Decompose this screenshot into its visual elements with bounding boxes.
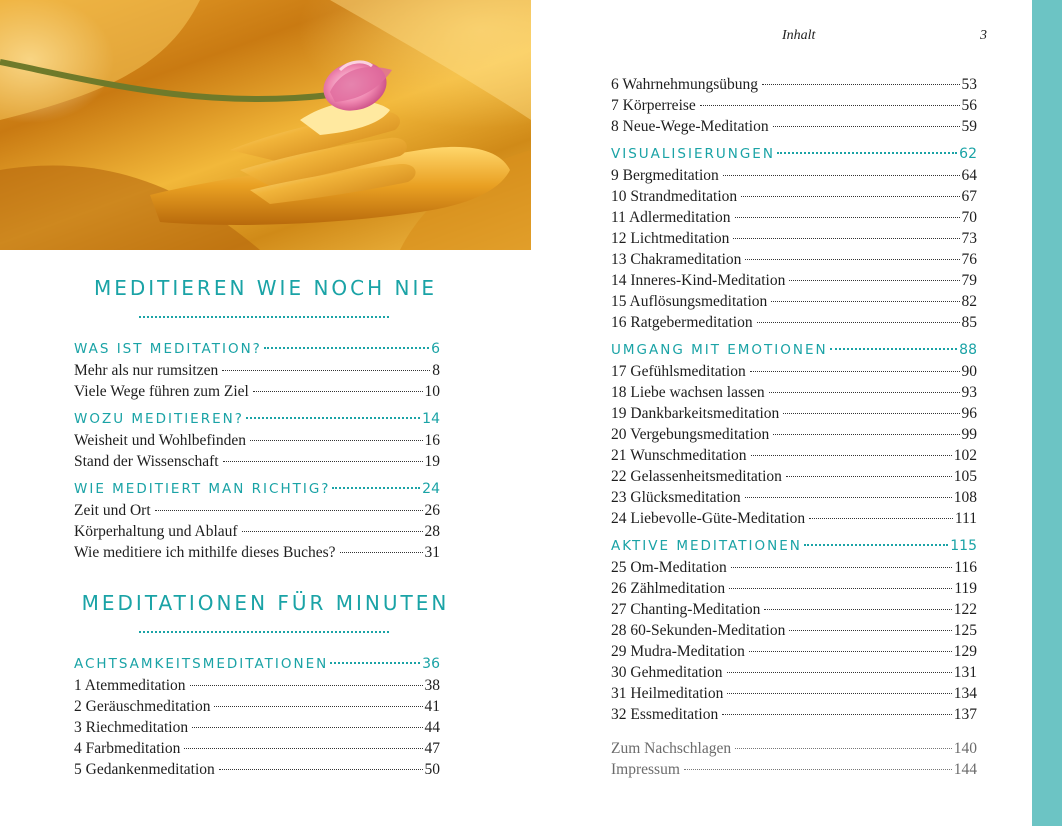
dot-leader xyxy=(246,417,420,419)
dot-leader xyxy=(700,105,960,106)
toc-entry xyxy=(611,291,977,312)
toc-entry-label: WIE MEDITIERT MAN RICHTIG? xyxy=(74,481,331,497)
running-header-title: Inhalt xyxy=(782,28,816,43)
toc-page-number: 90 xyxy=(961,363,977,380)
toc-page-number: 93 xyxy=(961,384,977,401)
dot-leader xyxy=(242,531,423,532)
dot-leader xyxy=(773,434,959,435)
toc-entry xyxy=(611,424,977,445)
toc-page-number: 102 xyxy=(953,447,977,464)
dot-leader xyxy=(786,476,952,477)
toc-entry-label: 4 Farbmeditation xyxy=(74,740,181,757)
buddha-hands-lotus-photo xyxy=(0,0,531,250)
dot-leader xyxy=(735,748,952,749)
toc-entry-label: 32 Essmeditation xyxy=(611,706,719,723)
toc-entry-label: 9 Bergmeditation xyxy=(611,167,719,184)
toc-entry xyxy=(74,675,440,696)
toc-page-number: 115 xyxy=(950,538,977,554)
dot-leader xyxy=(789,280,959,281)
toc-page-number: 76 xyxy=(961,251,977,268)
toc-entry-label: 21 Wunschmeditation xyxy=(611,447,747,464)
toc-entry-label: 15 Auflösungsmeditation xyxy=(611,293,768,310)
toc-page-number: 14 xyxy=(422,411,440,427)
toc-entry xyxy=(611,599,977,620)
toc-entry xyxy=(74,430,440,451)
dot-leader xyxy=(741,196,959,197)
dot-leader xyxy=(789,630,951,631)
dot-leader xyxy=(723,175,960,176)
toc-entry-label: 13 Chakrameditation xyxy=(611,251,742,268)
toc-entry-label: UMGANG MIT EMOTIONEN xyxy=(611,342,828,358)
dot-leader xyxy=(729,588,952,589)
toc-entry-label: Weisheit und Wohlbefinden xyxy=(74,432,246,449)
dot-leader xyxy=(745,259,959,260)
side-color-strip xyxy=(1032,0,1062,826)
dot-leader xyxy=(733,238,959,239)
toc-entry xyxy=(74,738,440,759)
toc-page-number: 19 xyxy=(424,453,440,470)
dot-leader xyxy=(684,769,952,770)
toc-page-number: 111 xyxy=(954,510,977,527)
dot-leader xyxy=(764,609,951,610)
toc-entry-label: 3 Riechmeditation xyxy=(74,719,189,736)
toc-page-number: 47 xyxy=(424,740,440,757)
toc-page-number: 16 xyxy=(424,432,440,449)
toc-section-heading xyxy=(74,654,440,675)
dot-leader xyxy=(769,392,960,393)
toc-page-number: 36 xyxy=(422,656,440,672)
toc-entry xyxy=(611,382,977,403)
dot-leader xyxy=(223,461,423,462)
toc-page-number: 24 xyxy=(422,481,440,497)
toc-page-number: 122 xyxy=(953,601,977,618)
toc-entry xyxy=(74,717,440,738)
toc-page-number: 85 xyxy=(961,314,977,331)
toc-entry-label: 20 Vergebungsmeditation xyxy=(611,426,770,443)
toc-entry-label: 5 Gedankenmeditation xyxy=(74,761,215,778)
toc-entry xyxy=(611,620,977,641)
dot-leader xyxy=(250,440,423,441)
dot-leader xyxy=(253,391,423,392)
toc-page-number: 116 xyxy=(954,559,977,576)
toc-entry-label: Impressum xyxy=(611,761,680,778)
toc-page-number: 82 xyxy=(961,293,977,310)
toc-entry-label: WAS IST MEDITATION? xyxy=(74,341,262,357)
toc-page-number: 140 xyxy=(953,740,977,757)
toc-entry xyxy=(74,500,440,521)
dot-leader xyxy=(222,370,430,371)
toc-entry xyxy=(611,508,977,529)
toc-entry-label: 10 Strandmeditation xyxy=(611,188,738,205)
dot-leader xyxy=(757,322,960,323)
dot-leader xyxy=(192,727,422,728)
dot-leader xyxy=(750,371,960,372)
dot-leader xyxy=(727,672,952,673)
toc-entry xyxy=(611,445,977,466)
toc-entry xyxy=(611,662,977,683)
toc-entry-label: 17 Gefühlsmeditation xyxy=(611,363,746,380)
toc-entry xyxy=(611,759,977,780)
dot-leader xyxy=(735,217,960,218)
toc-entry-label: WOZU MEDITIEREN? xyxy=(74,411,244,427)
toc-section-heading xyxy=(74,409,440,430)
dot-leader xyxy=(219,769,423,770)
toc-page-number: 38 xyxy=(424,677,440,694)
dot-leader xyxy=(214,706,422,707)
toc-entry xyxy=(74,759,440,780)
dot-leader xyxy=(783,413,959,414)
toc-entry-label: 27 Chanting-Meditation xyxy=(611,601,761,618)
section-heading-meditieren-wie-noch-nie: MEDITIEREN WIE NOCH NIE xyxy=(93,276,438,300)
toc-entry-label: Stand der Wissenschaft xyxy=(74,453,219,470)
toc-entry-label: 31 Heilmeditation xyxy=(611,685,724,702)
toc-entry xyxy=(611,116,977,137)
toc-entry-label: 2 Geräuschmeditation xyxy=(74,698,211,715)
toc-page-number: 8 xyxy=(432,362,440,379)
toc-entry-label: Körperhaltung und Ablauf xyxy=(74,523,238,540)
dot-leader xyxy=(190,685,423,686)
toc-entry-label: 14 Inneres-Kind-Meditation xyxy=(611,272,786,289)
toc-entry xyxy=(611,704,977,725)
toc-section-heading xyxy=(74,339,440,360)
toc-entry-label: Wie meditiere ich mithilfe dieses Buches? xyxy=(74,544,336,561)
toc-entry-label: 18 Liebe wachsen lassen xyxy=(611,384,765,401)
toc-entry-label: 23 Glücksmeditation xyxy=(611,489,741,506)
toc-entry xyxy=(611,207,977,228)
heading-dotted-rule xyxy=(139,316,389,318)
toc-entry-label: ACHTSAMKEITSMEDITATIONEN xyxy=(74,656,329,672)
toc-entry xyxy=(611,74,977,95)
dot-leader xyxy=(751,455,952,456)
toc-entry xyxy=(611,557,977,578)
toc-page-number: 131 xyxy=(953,664,977,681)
toc-section-heading xyxy=(611,144,977,165)
toc-entry xyxy=(611,487,977,508)
toc-entry-label: 11 Adlermeditation xyxy=(611,209,731,226)
toc-entry xyxy=(611,249,977,270)
toc-entry xyxy=(611,312,977,333)
toc-entry-label: Zum Nachschlagen xyxy=(611,740,732,757)
toc-entry xyxy=(611,270,977,291)
dot-leader xyxy=(830,348,958,350)
toc-entry-label: 29 Mudra-Meditation xyxy=(611,643,745,660)
toc-page-number: 44 xyxy=(424,719,440,736)
toc-entry-label: Viele Wege führen zum Ziel xyxy=(74,383,249,400)
toc-page-number: 105 xyxy=(953,468,977,485)
toc-page-number: 129 xyxy=(953,643,977,660)
toc-page-number: 64 xyxy=(961,167,977,184)
toc-entry xyxy=(611,683,977,704)
dot-leader xyxy=(762,84,960,85)
toc-entry-label: 6 Wahrnehmungsübung xyxy=(611,76,758,93)
toc-entry-label: 22 Gelassenheitsmeditation xyxy=(611,468,782,485)
toc-entry xyxy=(611,361,977,382)
heading-dotted-rule xyxy=(139,631,389,633)
dot-leader xyxy=(722,714,952,715)
toc-page-number: 6 xyxy=(431,341,440,357)
toc-entry-label: 1 Atemmeditation xyxy=(74,677,186,694)
toc-entry xyxy=(611,186,977,207)
toc-section-heading xyxy=(611,536,977,557)
toc-entry-label: Mehr als nur rumsitzen xyxy=(74,362,219,379)
toc-entry xyxy=(611,403,977,424)
toc-page-number: 53 xyxy=(961,76,977,93)
dot-leader xyxy=(155,510,423,511)
toc-page-number: 125 xyxy=(953,622,977,639)
dot-leader xyxy=(184,748,422,749)
section-heading-meditationen-fuer-minuten: MEDITATIONEN FÜR MINUTEN xyxy=(81,591,450,615)
dot-leader xyxy=(264,347,429,349)
toc-page-number: 56 xyxy=(961,97,977,114)
toc-page-number: 119 xyxy=(954,580,977,597)
dot-leader xyxy=(330,662,420,664)
dot-leader xyxy=(804,544,948,546)
toc-page-number: 50 xyxy=(424,761,440,778)
toc-entry-label: 30 Gehmeditation xyxy=(611,664,723,681)
toc-section-heading xyxy=(74,479,440,500)
toc-page-number: 96 xyxy=(961,405,977,422)
toc-entry-label: 25 Om-Meditation xyxy=(611,559,727,576)
dot-leader xyxy=(340,552,423,553)
page-number: 3 xyxy=(980,28,987,43)
dot-leader xyxy=(809,518,953,519)
toc-entry-label: 16 Ratgebermeditation xyxy=(611,314,753,331)
toc-entry-label: 7 Körperreise xyxy=(611,97,696,114)
toc-entry-label: 26 Zählmeditation xyxy=(611,580,726,597)
toc-entry xyxy=(74,521,440,542)
toc-page-number: 70 xyxy=(961,209,977,226)
toc-page-number: 62 xyxy=(959,146,977,162)
dot-leader xyxy=(777,152,957,154)
toc-page-number: 28 xyxy=(424,523,440,540)
toc-page-number: 144 xyxy=(953,761,977,778)
toc-page-number: 99 xyxy=(961,426,977,443)
toc-page-number: 79 xyxy=(961,272,977,289)
toc-page-number: 41 xyxy=(424,698,440,715)
dot-leader xyxy=(745,497,952,498)
toc-entry-label: 24 Liebevolle-Güte-Meditation xyxy=(611,510,806,527)
toc-entry-label: VISUALISIERUNGEN xyxy=(611,146,775,162)
dot-leader xyxy=(731,567,953,568)
toc-entry-label: 8 Neue-Wege-Meditation xyxy=(611,118,769,135)
toc-entry xyxy=(74,696,440,717)
dot-leader xyxy=(727,693,951,694)
toc-entry xyxy=(74,360,440,381)
toc-entry-label: Zeit und Ort xyxy=(74,502,151,519)
toc-entry xyxy=(74,542,440,563)
toc-entry-label: 12 Lichtmeditation xyxy=(611,230,730,247)
toc-entry xyxy=(611,578,977,599)
toc-page-number: 67 xyxy=(961,188,977,205)
toc-page-number: 31 xyxy=(424,544,440,561)
toc-page-number: 10 xyxy=(424,383,440,400)
dot-leader xyxy=(749,651,952,652)
toc-entry-label: AKTIVE MEDITATIONEN xyxy=(611,538,802,554)
toc-page-number: 137 xyxy=(953,706,977,723)
toc-entry xyxy=(611,95,977,116)
toc-page-number: 108 xyxy=(953,489,977,506)
toc-entry xyxy=(611,228,977,249)
toc-page-number: 88 xyxy=(959,342,977,358)
toc-entry xyxy=(611,641,977,662)
toc-section-heading xyxy=(611,340,977,361)
toc-entry xyxy=(611,165,977,186)
toc-entry-label: 19 Dankbarkeitsmeditation xyxy=(611,405,780,422)
toc-entry xyxy=(611,466,977,487)
photo-illustration xyxy=(0,0,531,250)
toc-entry-label: 28 60-Sekunden-Meditation xyxy=(611,622,786,639)
dot-leader xyxy=(773,126,960,127)
toc-page-number: 134 xyxy=(953,685,977,702)
toc-entry xyxy=(74,451,440,472)
dot-leader xyxy=(771,301,959,302)
toc-page-number: 59 xyxy=(961,118,977,135)
toc-entry xyxy=(611,738,977,759)
toc-entry xyxy=(74,381,440,402)
dot-leader xyxy=(332,487,420,489)
toc-page-number: 26 xyxy=(424,502,440,519)
toc-page-number: 73 xyxy=(961,230,977,247)
